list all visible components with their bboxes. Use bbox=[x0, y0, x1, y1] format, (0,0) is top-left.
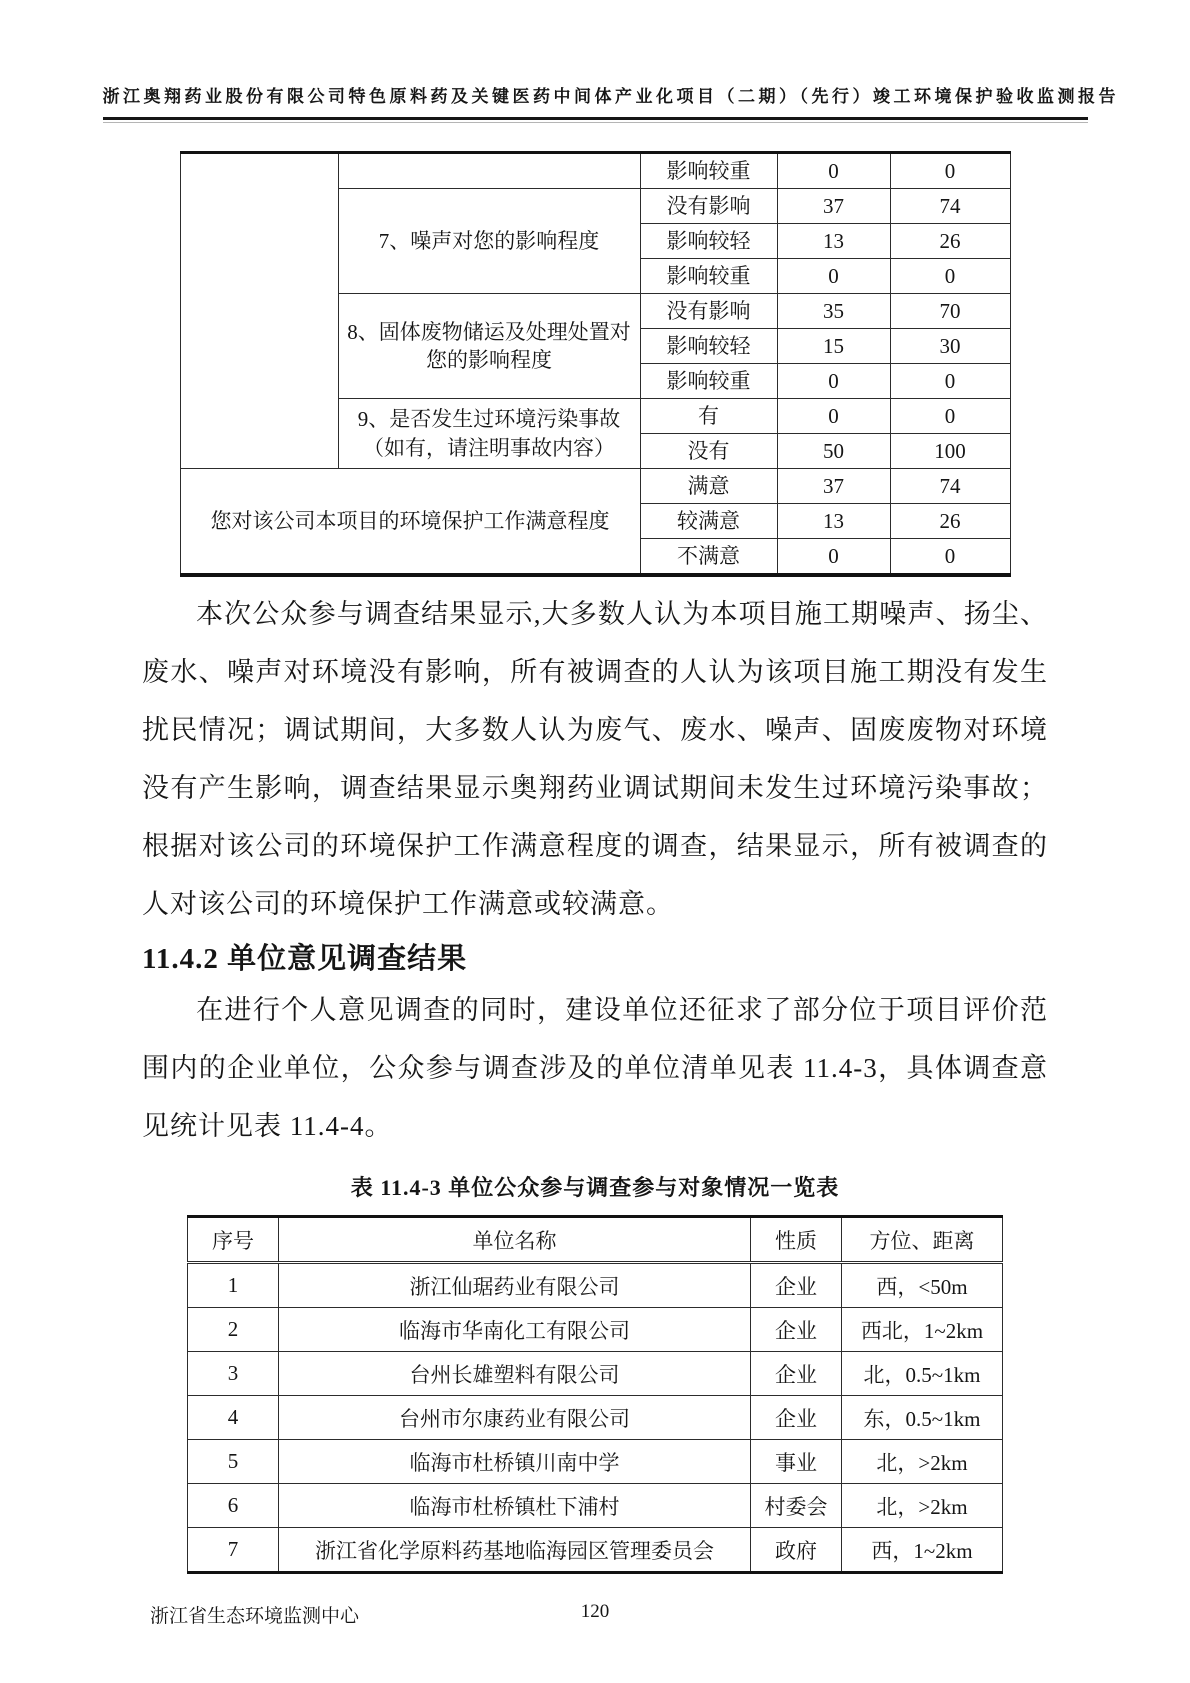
index-cell: 5 bbox=[188, 1440, 279, 1484]
percent-cell: 0 bbox=[890, 364, 1010, 399]
percent-cell: 0 bbox=[890, 153, 1010, 189]
paragraph-unit-survey-intro: 在进行个人意见调查的同时，建设单位还征求了部分位于项目评价范围内的企业单位，公众参与调查涉及的单位清单见表 11.4-3，具体调查意见统计见表 11.4-4。 bbox=[142, 995, 1048, 1141]
unit-survey-table bbox=[187, 1215, 1003, 1574]
unit-name-cell: 台州市尔康药业有限公司 bbox=[279, 1396, 751, 1440]
answer-cell: 较满意 bbox=[640, 504, 777, 539]
unit-name-cell: 临海市杜桥镇杜下浦村 bbox=[279, 1484, 751, 1528]
percent-cell: 26 bbox=[890, 504, 1010, 539]
answer-cell: 没有影响 bbox=[640, 294, 777, 329]
percent-cell: 100 bbox=[890, 434, 1010, 469]
count-cell: 0 bbox=[777, 364, 890, 399]
direction-distance-cell: 西，1~2km bbox=[842, 1528, 1003, 1573]
table-row bbox=[180, 469, 1010, 504]
table-caption: 表 11.4-3 单位公众参与调查参与对象情况一览表 bbox=[350, 1175, 840, 1200]
survey-stub-cell bbox=[180, 153, 338, 469]
nature-cell: 村委会 bbox=[751, 1484, 842, 1528]
count-cell: 0 bbox=[777, 539, 890, 576]
column-header-nature: 性质 bbox=[751, 1217, 842, 1263]
column-header-index: 序号 bbox=[188, 1217, 279, 1263]
unit-name-cell: 临海市杜桥镇川南中学 bbox=[279, 1440, 751, 1484]
header-rule bbox=[103, 117, 1088, 120]
table-row bbox=[188, 1440, 1003, 1484]
answer-cell: 不满意 bbox=[640, 539, 777, 576]
nature-cell: 企业 bbox=[751, 1396, 842, 1440]
table-row bbox=[180, 153, 1010, 189]
table-row bbox=[188, 1528, 1003, 1573]
index-cell: 7 bbox=[188, 1528, 279, 1573]
survey-question-cell: 您对该公司本项目的环境保护工作满意程度 bbox=[180, 469, 640, 576]
page-footer bbox=[0, 1601, 1190, 1627]
percent-cell: 74 bbox=[890, 189, 1010, 224]
report-title: 浙江奥翔药业股份有限公司特色原料药及关键医药中间体产业化项目（二期）（先行）竣工环境保护验收监测报告 bbox=[102, 87, 1119, 106]
index-cell: 4 bbox=[188, 1396, 279, 1440]
index-cell: 3 bbox=[188, 1352, 279, 1396]
count-cell: 0 bbox=[777, 399, 890, 434]
survey-question-cell bbox=[338, 153, 640, 189]
paragraph-survey-summary: 本次公众参与调查结果显示,大多数人认为本项目施工期噪声、扬尘、废水、噪声对环境没有影响，所有被调查的人认为该项目施工期没有发生扰民情况；调试期间，大多数人认为废气、废水、噪声、固废废物对环境没有产生影响，调查结果显示奥翔药业调试期间未发生过环境污染事故；根据对该公司的环境保护工作满意程度的调查，结果显示，所有被调查的人对该公司的环境保护工作满意或较满意。 bbox=[142, 599, 1048, 919]
index-cell: 6 bbox=[188, 1484, 279, 1528]
survey-question-cell: 7、噪声对您的影响程度 bbox=[338, 189, 640, 294]
direction-distance-cell: 东，0.5~1km bbox=[842, 1396, 1003, 1440]
nature-cell: 企业 bbox=[751, 1263, 842, 1308]
table-row bbox=[188, 1308, 1003, 1352]
count-cell: 15 bbox=[777, 329, 890, 364]
answer-cell: 没有影响 bbox=[640, 189, 777, 224]
index-cell: 2 bbox=[188, 1308, 279, 1352]
page-header bbox=[102, 0, 1119, 123]
direction-distance-cell: 北，0.5~1km bbox=[842, 1352, 1003, 1396]
answer-cell: 满意 bbox=[640, 469, 777, 504]
percent-cell: 74 bbox=[890, 469, 1010, 504]
unit-name-cell: 浙江省化学原料药基地临海园区管理委员会 bbox=[279, 1528, 751, 1573]
unit-name-cell: 浙江仙琚药业有限公司 bbox=[279, 1263, 751, 1308]
footer-organization: 浙江省生态环境监测中心 bbox=[150, 1606, 360, 1627]
percent-cell: 70 bbox=[890, 294, 1010, 329]
direction-distance-cell: 北，>2km bbox=[842, 1440, 1003, 1484]
count-cell: 13 bbox=[777, 224, 890, 259]
count-cell: 35 bbox=[777, 294, 890, 329]
column-header-unit-name: 单位名称 bbox=[279, 1217, 751, 1263]
answer-cell: 影响较重 bbox=[640, 364, 777, 399]
answer-cell: 影响较重 bbox=[640, 259, 777, 294]
count-cell: 13 bbox=[777, 504, 890, 539]
percent-cell: 0 bbox=[890, 399, 1010, 434]
column-header-direction-distance: 方位、距离 bbox=[842, 1217, 1003, 1263]
direction-distance-cell: 北，>2km bbox=[842, 1484, 1003, 1528]
percent-cell: 0 bbox=[890, 539, 1010, 576]
percent-cell: 0 bbox=[890, 259, 1010, 294]
table-row bbox=[188, 1396, 1003, 1440]
nature-cell: 政府 bbox=[751, 1528, 842, 1573]
count-cell: 50 bbox=[777, 434, 890, 469]
header-rule-shadow bbox=[103, 122, 1088, 123]
direction-distance-cell: 西北，1~2km bbox=[842, 1308, 1003, 1352]
unit-name-cell: 台州长雄塑料有限公司 bbox=[279, 1352, 751, 1396]
count-cell: 37 bbox=[777, 189, 890, 224]
table-row bbox=[188, 1484, 1003, 1528]
percent-cell: 26 bbox=[890, 224, 1010, 259]
page-number: 120 bbox=[580, 1601, 610, 1622]
answer-cell: 影响较轻 bbox=[640, 224, 777, 259]
table-row bbox=[188, 1352, 1003, 1396]
survey-question-cell: 8、固体废物储运及处理处置对您的影响程度 bbox=[338, 294, 640, 399]
nature-cell: 企业 bbox=[751, 1352, 842, 1396]
count-cell: 0 bbox=[777, 153, 890, 189]
survey-question-cell: 9、是否发生过环境污染事故（如有，请注明事故内容） bbox=[338, 399, 640, 469]
unit-name-cell: 临海市华南化工有限公司 bbox=[279, 1308, 751, 1352]
table-header-row bbox=[188, 1217, 1003, 1263]
nature-cell: 企业 bbox=[751, 1308, 842, 1352]
survey-results-table bbox=[180, 151, 1011, 577]
answer-cell: 影响较轻 bbox=[640, 329, 777, 364]
table-row bbox=[188, 1263, 1003, 1308]
answer-cell: 影响较重 bbox=[640, 153, 777, 189]
section-heading: 11.4.2 单位意见调查结果 bbox=[142, 943, 468, 975]
percent-cell: 30 bbox=[890, 329, 1010, 364]
direction-distance-cell: 西，<50m bbox=[842, 1263, 1003, 1308]
answer-cell: 没有 bbox=[640, 434, 777, 469]
nature-cell: 事业 bbox=[751, 1440, 842, 1484]
count-cell: 37 bbox=[777, 469, 890, 504]
index-cell: 1 bbox=[188, 1263, 279, 1308]
answer-cell: 有 bbox=[640, 399, 777, 434]
count-cell: 0 bbox=[777, 259, 890, 294]
